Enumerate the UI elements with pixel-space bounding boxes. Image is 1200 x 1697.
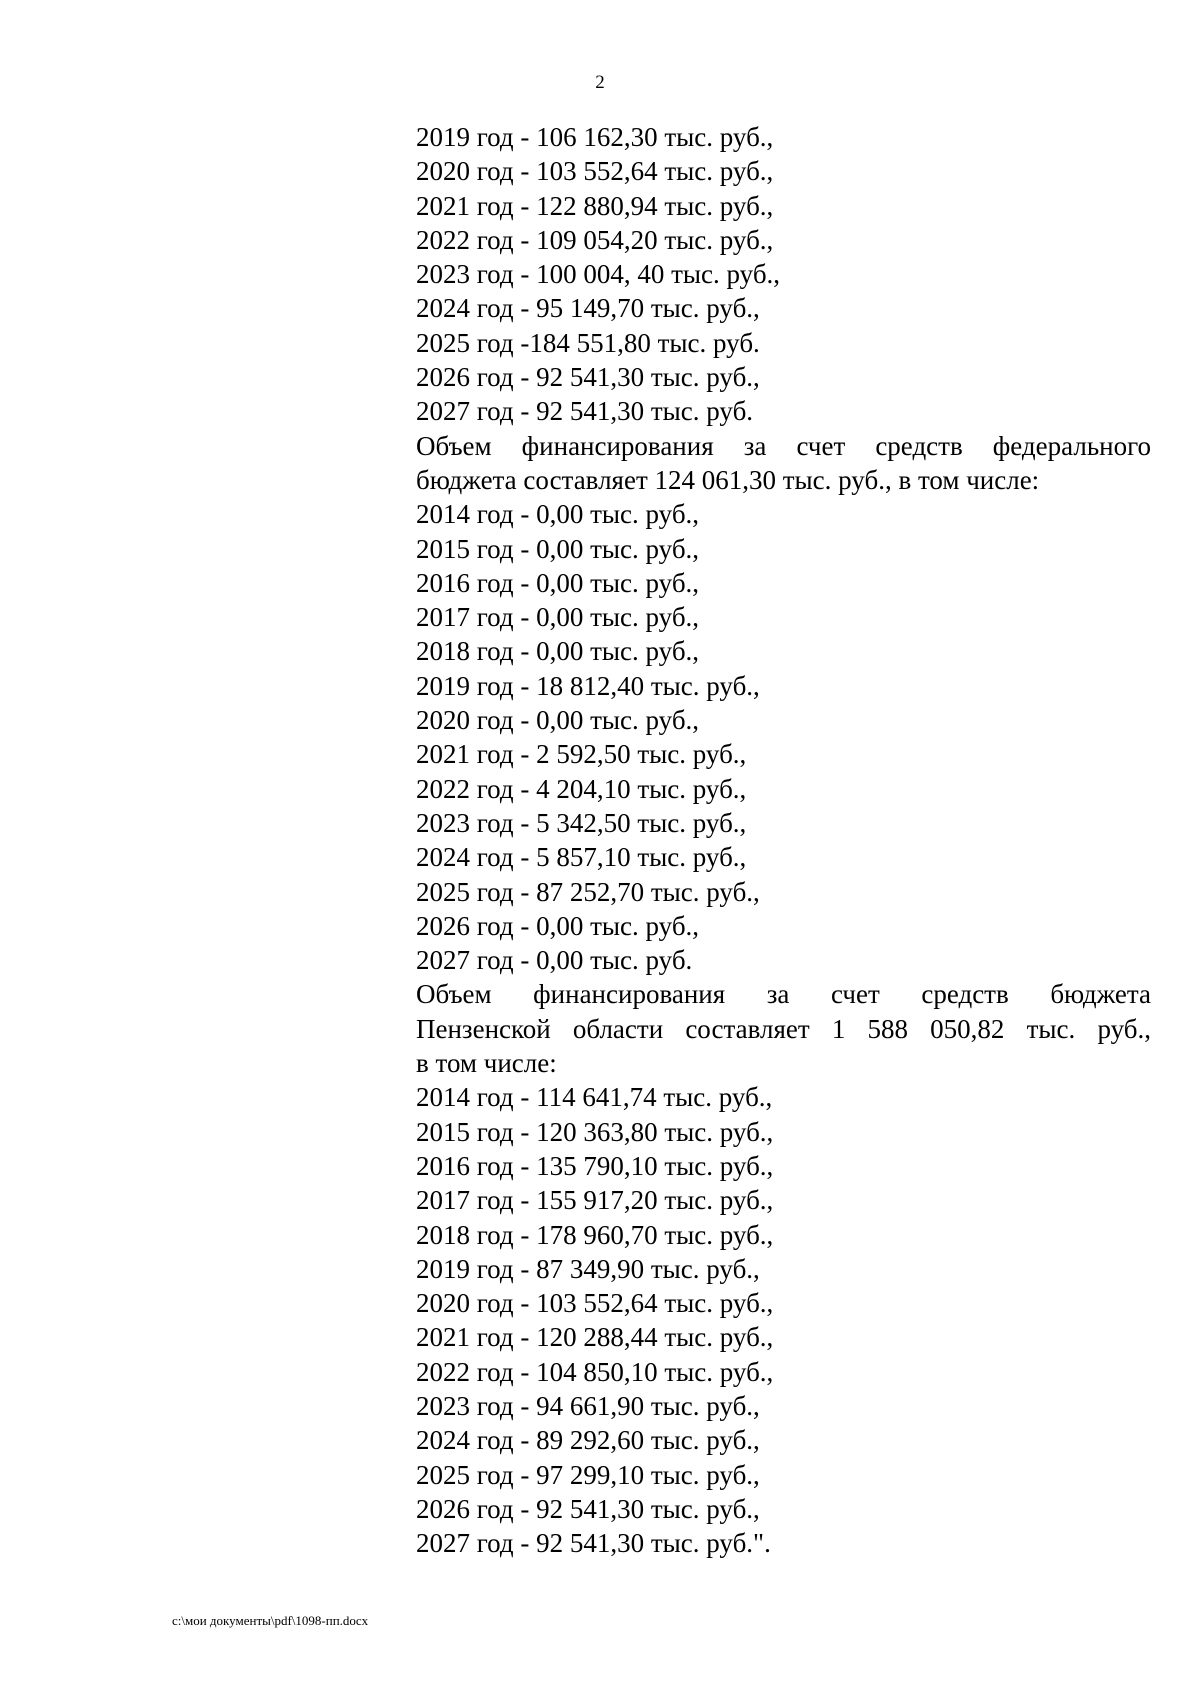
text-line: 2021 год - 2 592,50 тыс. руб., bbox=[416, 739, 747, 770]
footer-file-path: c:\мои документы\pdf\1098-пп.docx bbox=[172, 1613, 369, 1628]
text-line: 2022 год - 109 054,20 тыс. руб., bbox=[416, 224, 774, 255]
text-line: 2026 год - 0,00 тыс. руб., bbox=[416, 910, 700, 941]
text-line: 2019 год - 87 349,90 тыс. руб., bbox=[416, 1253, 760, 1284]
text-line: 2027 год - 0,00 тыс. руб. bbox=[416, 945, 693, 976]
text-line: 2015 год - 120 363,80 тыс. руб., bbox=[416, 1116, 774, 1147]
paragraph-line-justified: Пензенской области составляет 1 588 050,82 тыс. руб., bbox=[416, 1013, 1151, 1044]
text-line: 2021 год - 120 288,44 тыс. руб., bbox=[416, 1322, 774, 1353]
text-line: 2025 год -184 551,80 тыс. руб. bbox=[416, 327, 760, 358]
text-line: 2018 год - 0,00 тыс. руб., bbox=[416, 636, 700, 667]
text-line: 2025 год - 87 252,70 тыс. руб., bbox=[416, 876, 760, 907]
text-line: 2027 год - 92 541,30 тыс. руб. bbox=[416, 396, 754, 427]
text-line: 2018 год - 178 960,70 тыс. руб., bbox=[416, 1219, 774, 1250]
text-line: 2026 год - 92 541,30 тыс. руб., bbox=[416, 362, 760, 393]
text-line: 2027 год - 92 541,30 тыс. руб.". bbox=[416, 1528, 771, 1559]
text-line: 2014 год - 114 641,74 тыс. руб., bbox=[416, 1082, 773, 1113]
text-line: 2023 год - 94 661,90 тыс. руб., bbox=[416, 1390, 760, 1421]
text-line: 2025 год - 97 299,10 тыс. руб., bbox=[416, 1459, 760, 1490]
text-line: 2019 год - 18 812,40 тыс. руб., bbox=[416, 670, 760, 701]
text-line: 2017 год - 155 917,20 тыс. руб., bbox=[416, 1185, 774, 1216]
text-line: 2014 год - 0,00 тыс. руб., bbox=[416, 499, 700, 530]
text-line: 2020 год - 103 552,64 тыс. руб., bbox=[416, 156, 774, 187]
document-body bbox=[416, 120, 1151, 1560]
text-line: бюджета составляет 124 061,30 тыс. руб., в том числе: bbox=[416, 464, 1040, 495]
text-line: 2023 год - 5 342,50 тыс. руб., bbox=[416, 807, 747, 838]
text-line: 2020 год - 103 552,64 тыс. руб., bbox=[416, 1288, 774, 1319]
text-line: 2020 год - 0,00 тыс. руб., bbox=[416, 705, 700, 736]
text-line: 2023 год - 100 004, 40 тыс. руб., bbox=[416, 259, 781, 290]
text-line: 2021 год - 122 880,94 тыс. руб., bbox=[416, 190, 774, 221]
text-line: 2024 год - 89 292,60 тыс. руб., bbox=[416, 1425, 760, 1456]
paragraph-line-justified: Объем финансирования за счет средств федерального bbox=[416, 430, 1151, 461]
text-line: 2026 год - 92 541,30 тыс. руб., bbox=[416, 1493, 760, 1524]
text-line: в том числе: bbox=[416, 1048, 557, 1079]
paragraph-line-justified: Объем финансирования за счет средств бюджета bbox=[416, 979, 1151, 1010]
text-line: 2019 год - 106 162,30 тыс. руб., bbox=[416, 122, 774, 152]
text-line: 2017 год - 0,00 тыс. руб., bbox=[416, 602, 700, 633]
text-line: 2024 год - 5 857,10 тыс. руб., bbox=[416, 842, 747, 873]
text-line: 2024 год - 95 149,70 тыс. руб., bbox=[416, 293, 760, 324]
text-line: 2022 год - 4 204,10 тыс. руб., bbox=[416, 773, 747, 804]
page-number: 2 bbox=[595, 72, 605, 93]
text-line: 2016 год - 0,00 тыс. руб., bbox=[416, 567, 700, 598]
text-line: 2015 год - 0,00 тыс. руб., bbox=[416, 533, 700, 564]
text-line: 2022 год - 104 850,10 тыс. руб., bbox=[416, 1356, 774, 1387]
text-line: 2016 год - 135 790,10 тыс. руб., bbox=[416, 1150, 774, 1181]
